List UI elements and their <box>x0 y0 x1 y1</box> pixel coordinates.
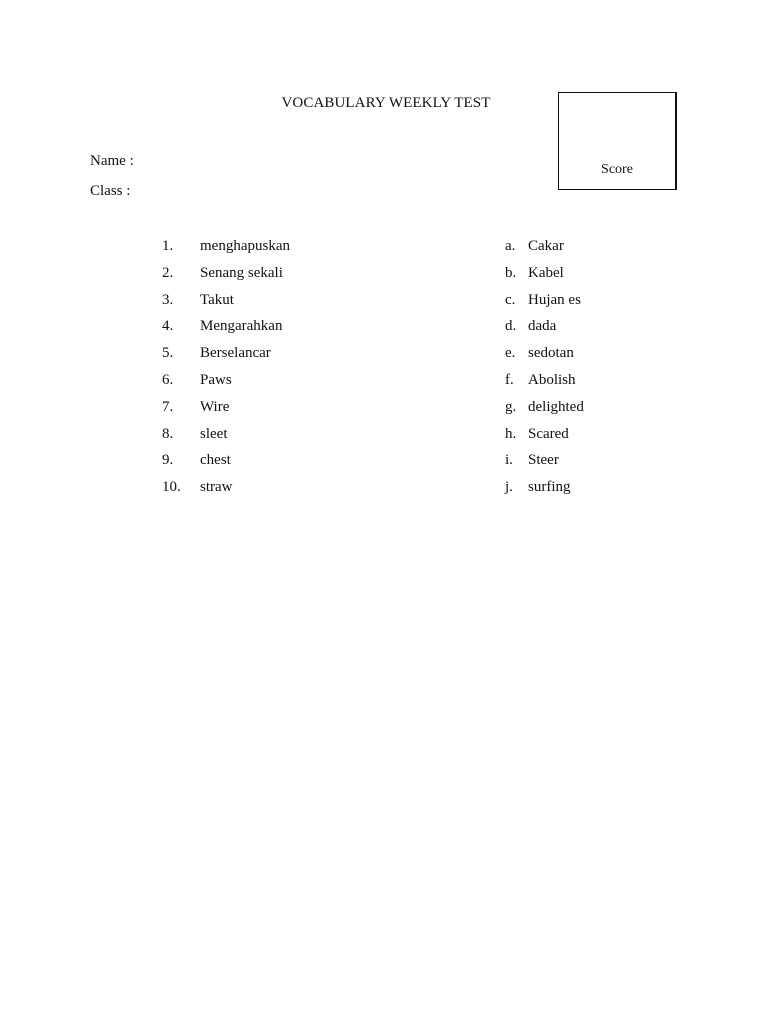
item-word: Paws <box>200 371 232 388</box>
item-word: Cakar <box>528 238 564 254</box>
list-item <box>505 371 745 398</box>
item-letter: b. <box>505 264 517 281</box>
item-word: straw <box>200 479 233 496</box>
list-item <box>505 451 745 478</box>
list-item <box>162 344 462 371</box>
list-item <box>162 425 462 452</box>
list-item <box>162 371 462 398</box>
item-word: Berselancar <box>200 345 271 362</box>
list-item <box>162 237 462 264</box>
score-label: Score <box>601 162 633 177</box>
item-letter: g. <box>505 398 517 415</box>
class-field-label: Class : <box>90 183 131 199</box>
item-word: Wire <box>200 398 230 415</box>
item-word: surfing <box>528 479 571 496</box>
list-item <box>505 264 745 291</box>
item-letter: j. <box>505 479 513 496</box>
item-word: Hujan es <box>528 291 581 308</box>
item-letter: e. <box>505 345 516 362</box>
list-item <box>162 478 462 505</box>
item-number: 9. <box>162 452 174 469</box>
item-number: 1. <box>162 238 174 254</box>
list-item <box>162 317 462 344</box>
item-number: 6. <box>162 371 174 388</box>
item-letter: d. <box>505 318 517 335</box>
item-letter: a. <box>505 238 516 254</box>
item-number: 4. <box>162 318 174 335</box>
item-letter: i. <box>505 452 513 469</box>
name-field-label: Name : <box>90 153 134 169</box>
list-item <box>505 344 745 371</box>
item-number: 2. <box>162 264 174 281</box>
list-item <box>505 425 745 452</box>
item-letter: f. <box>505 371 514 388</box>
item-word: Senang sekali <box>200 264 283 281</box>
item-word: chest <box>200 452 231 469</box>
item-word: sleet <box>200 425 228 442</box>
list-item <box>505 317 745 344</box>
item-number: 7. <box>162 398 174 415</box>
list-item <box>505 237 745 264</box>
list-item <box>505 478 745 505</box>
item-number: 3. <box>162 291 174 308</box>
item-number: 10. <box>162 479 181 496</box>
item-word: Mengarahkan <box>200 318 283 335</box>
score-box <box>558 92 677 190</box>
item-word: delighted <box>528 398 584 415</box>
item-word: sedotan <box>528 345 574 362</box>
list-item <box>162 451 462 478</box>
item-word: Scared <box>528 425 569 442</box>
item-word: Kabel <box>528 264 564 281</box>
item-letter: c. <box>505 291 516 308</box>
item-word: Steer <box>528 452 559 469</box>
item-word: dada <box>528 318 557 335</box>
item-letter: h. <box>505 425 517 442</box>
item-number: 8. <box>162 425 174 442</box>
list-item <box>162 291 462 318</box>
left-word-list <box>162 237 462 505</box>
list-item <box>162 264 462 291</box>
list-item <box>505 291 745 318</box>
list-item <box>505 398 745 425</box>
list-item <box>162 398 462 425</box>
right-word-list <box>505 237 745 505</box>
test-title: VOCABULARY WEEKLY TEST <box>281 95 491 111</box>
item-word: menghapuskan <box>200 238 290 254</box>
item-number: 5. <box>162 345 174 362</box>
item-word: Takut <box>200 291 234 308</box>
item-word: Abolish <box>528 371 576 388</box>
